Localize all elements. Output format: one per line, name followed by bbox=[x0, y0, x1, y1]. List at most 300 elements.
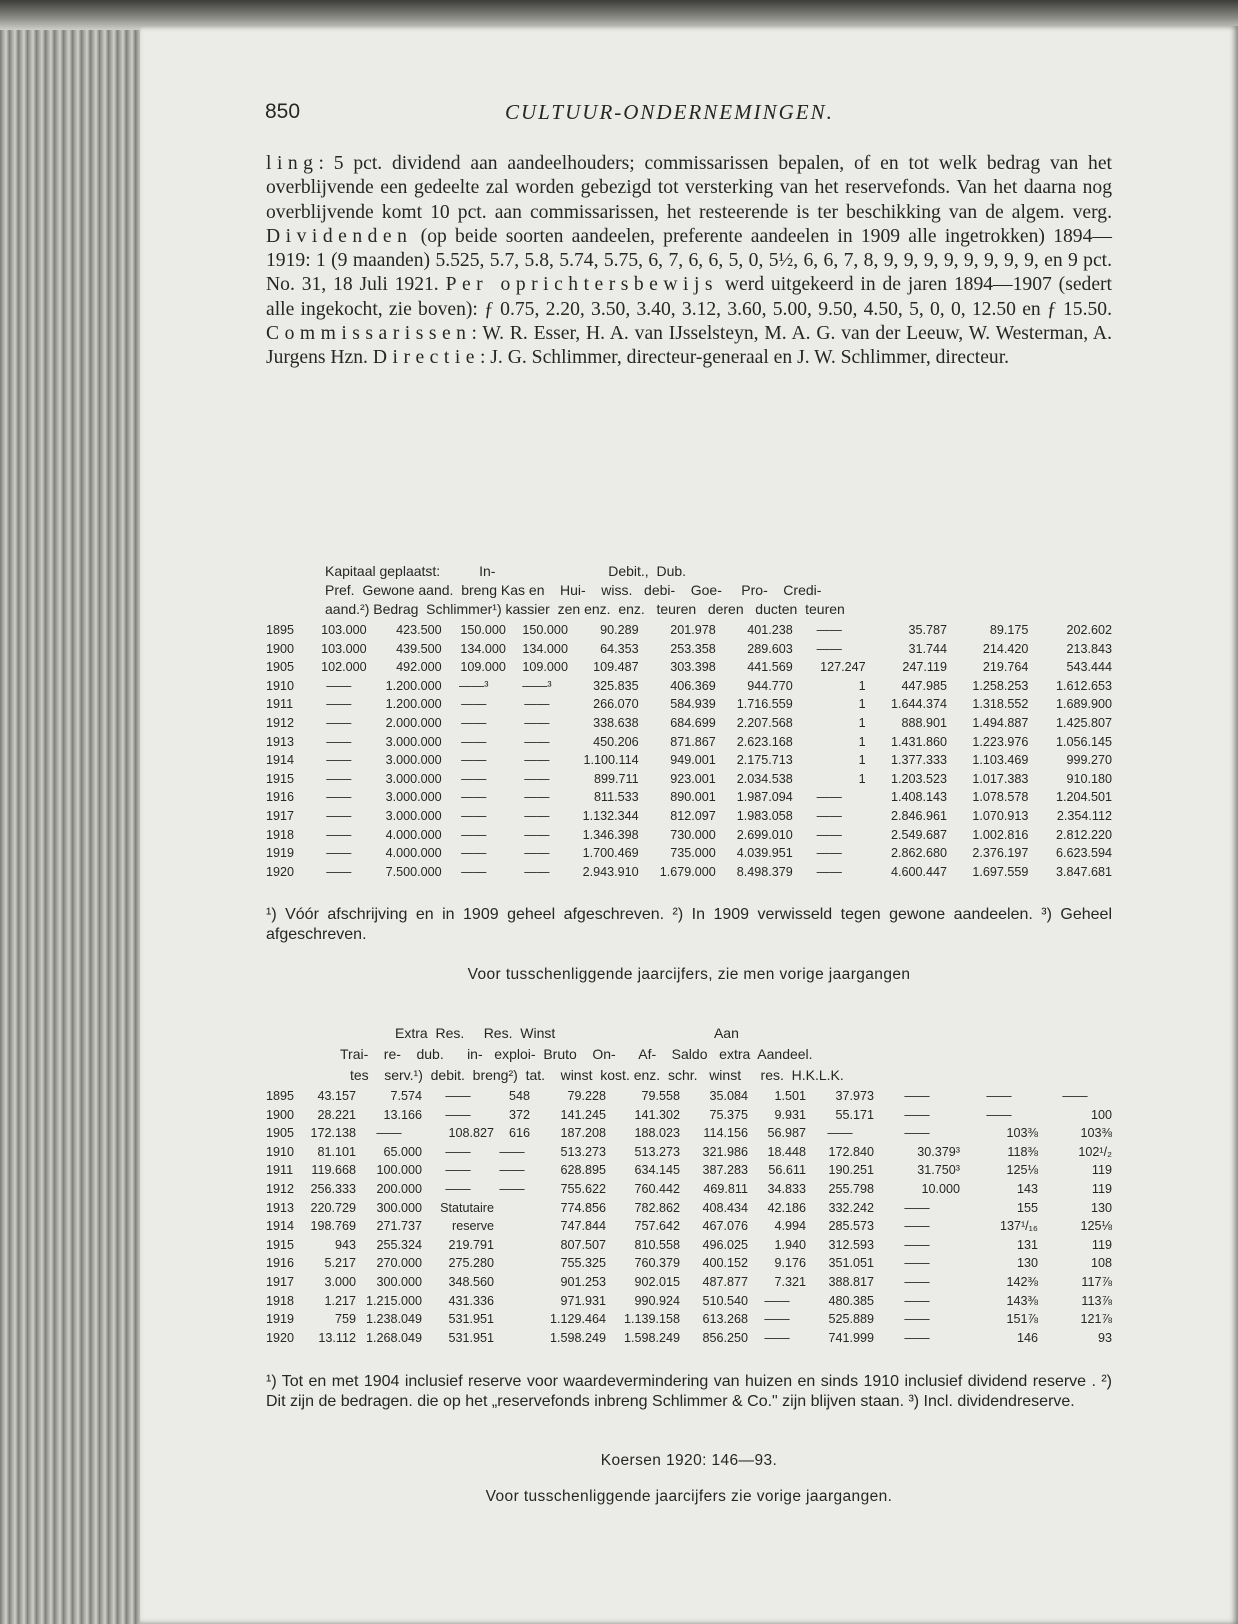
table-cell: 628.895 bbox=[560, 1163, 606, 1178]
table-cell: 810.558 bbox=[634, 1237, 680, 1252]
table-cell: 202.602 bbox=[1066, 623, 1112, 637]
table-cell: 1.203.523 bbox=[890, 771, 947, 786]
table-cell: —— bbox=[326, 678, 352, 693]
table-cell: 902.015 bbox=[634, 1274, 680, 1289]
year-cell: 1917 bbox=[266, 1274, 295, 1289]
table-cell: 35.787 bbox=[908, 623, 947, 637]
table-cell: —— bbox=[904, 1200, 930, 1215]
table-cell: 2.623.168 bbox=[736, 734, 793, 749]
table-cell: 100.000 bbox=[376, 1163, 422, 1178]
table-cell bbox=[494, 1292, 530, 1311]
table-cell: 3.847.681 bbox=[1055, 864, 1112, 879]
table-row bbox=[266, 695, 1112, 714]
table-cell: 2.376.197 bbox=[972, 846, 1029, 861]
table-cell: 200.000 bbox=[376, 1181, 422, 1196]
year-cell: 1913 bbox=[266, 1200, 295, 1215]
table-cell: 1.139.158 bbox=[623, 1312, 680, 1327]
table-cell: 103⅜ bbox=[1080, 1126, 1112, 1141]
table-cell: 2.207.568 bbox=[736, 715, 793, 730]
table-cell: 81.101 bbox=[317, 1144, 356, 1159]
table-cell: —— bbox=[376, 1126, 402, 1141]
table-cell: —— bbox=[904, 1256, 930, 1271]
table-cell: 150.000 bbox=[522, 623, 568, 637]
table-cell: 1.377.333 bbox=[890, 753, 947, 768]
spaced-heading-run: Commissarissen bbox=[266, 323, 472, 345]
table-cell: —— bbox=[816, 827, 842, 842]
table-cell: 13.112 bbox=[318, 1330, 356, 1345]
table-cell: 1.494.887 bbox=[972, 715, 1029, 730]
table-cell: 408.434 bbox=[702, 1200, 748, 1215]
table-cell: 1.070.913 bbox=[972, 808, 1029, 823]
table-cell: —— bbox=[904, 1274, 930, 1289]
table-cell: 255.324 bbox=[376, 1237, 422, 1252]
table-cell: 42.186 bbox=[767, 1200, 806, 1215]
table-row bbox=[266, 1106, 1112, 1125]
table-cell: 134.000 bbox=[522, 641, 568, 656]
table-cell: 18.448 bbox=[767, 1144, 806, 1159]
table-cell: 3.000 bbox=[324, 1274, 356, 1289]
table-cell: 1.697.559 bbox=[972, 864, 1029, 879]
table-cell: 1.346.398 bbox=[582, 827, 639, 842]
table-cell: 266.070 bbox=[593, 697, 639, 712]
table-cell: 113⅞ bbox=[1081, 1293, 1112, 1308]
table-cell: 109.000 bbox=[460, 660, 506, 675]
table-cell: 214.420 bbox=[982, 641, 1029, 656]
table-cell: 28.221 bbox=[317, 1107, 356, 1122]
table-cell: 187.208 bbox=[560, 1126, 606, 1141]
table-cell: 1.132.344 bbox=[582, 808, 639, 823]
table-cell: 811.533 bbox=[594, 790, 639, 805]
table-cell: 303.398 bbox=[670, 660, 716, 675]
table-cell: —— bbox=[904, 1330, 930, 1345]
table-cell: 3.000.000 bbox=[385, 808, 442, 823]
table-cell: 1.318.552 bbox=[972, 697, 1029, 712]
table-cell: 2.175.713 bbox=[736, 753, 793, 768]
table-cell: 102¹/₂ bbox=[1078, 1144, 1112, 1159]
table-cell: 1.103.469 bbox=[972, 753, 1029, 768]
table-cell: 1 bbox=[858, 715, 866, 730]
table-cell: —— bbox=[524, 808, 550, 823]
table-cell: 774.856 bbox=[560, 1200, 606, 1215]
table-cell bbox=[494, 1329, 530, 1348]
table-cell: 321.986 bbox=[702, 1144, 748, 1159]
table-cell: 8.498.379 bbox=[736, 864, 793, 879]
table-cell: 1.258.253 bbox=[972, 678, 1029, 693]
table-cell: 480.385 bbox=[828, 1293, 874, 1308]
table-cell: —— bbox=[986, 1089, 1012, 1103]
table-cell: —— bbox=[326, 808, 352, 823]
table-cell: 1.078.578 bbox=[972, 790, 1029, 805]
year-cell: 1895 bbox=[266, 623, 295, 637]
table-cell: 1.408.143 bbox=[890, 790, 947, 805]
table-cell: 1.100.114 bbox=[583, 753, 639, 768]
table-cell: 469.811 bbox=[703, 1181, 748, 1196]
table-cell: 3.000.000 bbox=[385, 790, 442, 805]
table-cell: 247.119 bbox=[902, 660, 947, 675]
table-cell: 1.598.249 bbox=[623, 1330, 680, 1345]
table-cell: 103⅜ bbox=[1006, 1126, 1038, 1141]
table-cell: 1.200.000 bbox=[385, 697, 442, 712]
table-cell: —— bbox=[764, 1293, 790, 1308]
table-row bbox=[266, 1310, 1112, 1329]
table-cell: 406.369 bbox=[670, 678, 716, 693]
table-cell: 300.000 bbox=[376, 1200, 422, 1215]
table-cell: —— bbox=[524, 846, 550, 861]
table-cell: 125⅛ bbox=[1080, 1219, 1112, 1234]
table-cell: 387.283 bbox=[702, 1163, 748, 1178]
table-cell: 1.598.249 bbox=[549, 1330, 606, 1345]
table-cell: 755.622 bbox=[560, 1181, 606, 1196]
table-cell: 4.994 bbox=[774, 1219, 806, 1234]
table-cell: —— bbox=[326, 715, 352, 730]
table-cell: —— bbox=[524, 734, 550, 749]
table-cell: 285.573 bbox=[828, 1219, 874, 1234]
table-cell: —— bbox=[461, 734, 487, 749]
table-cell: 1.002.816 bbox=[972, 827, 1029, 842]
text-run: : 5 pct. dividend aan aandeelhouders; commissarissen bepalen, of en tot welk bedrag van het overblijvende een gedeelte zal worden gebezigd tot versterking van het reservefonds. Van het daarna nog overblijvende komt 10 pct. aan commissarissen, het resteerende is ter beschikking van de algem. verg. bbox=[266, 153, 1112, 223]
table-row bbox=[266, 807, 1112, 826]
koersen-line: Koersen 1920: 146—93. bbox=[600, 1452, 778, 1469]
table-cell: 492.000 bbox=[396, 660, 442, 675]
table-cell: —— bbox=[326, 771, 352, 786]
table-cell: 103.000 bbox=[321, 641, 367, 656]
table-cell: 198.769 bbox=[310, 1219, 356, 1234]
table-cell: 172.138 bbox=[310, 1126, 356, 1141]
table-cell: 1.431.860 bbox=[890, 734, 947, 749]
table-cell: 999.270 bbox=[1066, 753, 1112, 768]
spaced-heading-run: Directie bbox=[372, 347, 480, 369]
year-cell: 1900 bbox=[266, 1107, 295, 1122]
company-description-paragraph bbox=[266, 152, 1112, 371]
table-cell: 812.097 bbox=[670, 808, 716, 823]
table-cell: 1.700.469 bbox=[582, 846, 639, 861]
table-cell: 79.228 bbox=[567, 1089, 606, 1103]
table-cell: 634.145 bbox=[634, 1163, 680, 1178]
table-cell: 1.017.383 bbox=[972, 771, 1029, 786]
table-cell: 348.560 bbox=[448, 1274, 494, 1289]
table-cell: 543.444 bbox=[1066, 660, 1112, 675]
table-cell: 4.000.000 bbox=[385, 827, 442, 842]
table-cell: 35.084 bbox=[709, 1089, 748, 1103]
table-row bbox=[266, 621, 1112, 640]
table-cell bbox=[494, 1310, 530, 1329]
table-row bbox=[266, 826, 1112, 845]
table-cell: 1.056.145 bbox=[1055, 734, 1112, 749]
table-cell bbox=[494, 1254, 530, 1273]
table-cell: 256.333 bbox=[310, 1181, 356, 1196]
table-cell: —— bbox=[904, 1219, 930, 1234]
table-cell: —— bbox=[816, 846, 842, 861]
table-cell: 401.238 bbox=[747, 623, 793, 637]
year-cell: 1918 bbox=[266, 1293, 295, 1308]
table-cell: 121⅞ bbox=[1080, 1312, 1112, 1327]
table-cell: 6.623.594 bbox=[1055, 846, 1112, 861]
table-cell: 13.166 bbox=[383, 1107, 422, 1122]
table-cell: 923.001 bbox=[670, 771, 716, 786]
table-cell: 990.924 bbox=[634, 1293, 680, 1308]
table1-previous-years-note: Voor tusschenliggende jaarcijfers, zie men vorige jaargangen bbox=[467, 966, 911, 983]
text-run: (op beide soorten aandeelen, preferente aandeelen in 1909 alle ingetrokken) 1894—1919: 1 (9 maanden) 5.525, 5.7, 5.8, 5.74, 5.75, 6, 7, 6, 6, 5, 0, 5½, 6, 6, 7, 8, 9, 9, 9, 9, 9, 9, 9, 9, en 9 pct. No. 31, 18 Juli 1921. bbox=[266, 225, 1112, 296]
table-cell: —— bbox=[461, 827, 487, 842]
table-cell: 1.679.000 bbox=[659, 864, 716, 879]
table-cell: 971.931 bbox=[560, 1293, 606, 1308]
year-cell: 1920 bbox=[266, 1330, 295, 1345]
table-cell: 141.245 bbox=[560, 1107, 606, 1122]
table-cell: —— bbox=[461, 771, 487, 786]
table-cell bbox=[494, 1273, 530, 1292]
table-cell: —— bbox=[445, 1107, 471, 1122]
table-row bbox=[266, 1087, 1112, 1106]
table-cell: 130 bbox=[1090, 1200, 1112, 1215]
table-cell: 75.375 bbox=[709, 1107, 748, 1122]
table-cell: 510.540 bbox=[702, 1293, 748, 1308]
table-cell: reserve bbox=[452, 1219, 494, 1234]
table-row bbox=[266, 863, 1112, 882]
table-cell bbox=[494, 1236, 530, 1255]
table-cell: —— bbox=[904, 1089, 930, 1103]
table-cell: 108 bbox=[1090, 1256, 1112, 1271]
table-cell: 1.983.058 bbox=[736, 808, 793, 823]
table-cell: —— bbox=[524, 827, 550, 842]
table-cell: 910.180 bbox=[1066, 771, 1112, 786]
table-cell: 1.268.049 bbox=[365, 1330, 422, 1345]
table-cell: 7.321 bbox=[774, 1274, 806, 1289]
table-cell: 1.644.374 bbox=[890, 697, 947, 712]
table-cell: 34.833 bbox=[767, 1181, 806, 1196]
table-row bbox=[266, 1143, 1112, 1162]
table-cell: —— bbox=[524, 790, 550, 805]
table-cell: 271.737 bbox=[376, 1219, 422, 1234]
table-cell: 2.549.687 bbox=[890, 827, 947, 842]
table-cell: 56.611 bbox=[768, 1163, 806, 1178]
table-cell: —— bbox=[499, 1163, 525, 1178]
table-cell: —— bbox=[461, 790, 487, 805]
table-cell: 7.500.000 bbox=[385, 864, 442, 879]
year-cell: 1919 bbox=[266, 1312, 295, 1327]
table-cell: 332.242 bbox=[828, 1200, 874, 1215]
table-cell: 4.600.447 bbox=[890, 864, 947, 879]
table-cell: —— bbox=[326, 827, 352, 842]
table-cell: 760.442 bbox=[634, 1181, 680, 1196]
table-cell: 351.051 bbox=[828, 1256, 874, 1271]
table-cell: 7.574 bbox=[390, 1089, 422, 1103]
table-cell: 735.000 bbox=[670, 846, 716, 861]
table-cell: 56.987 bbox=[767, 1126, 806, 1141]
table-cell: 949.001 bbox=[670, 753, 716, 768]
table-cell: 1 bbox=[858, 771, 866, 786]
table2-header-line1: Extra Res. Res. Winst Aan bbox=[395, 1025, 739, 1041]
table-cell: 300.000 bbox=[376, 1274, 422, 1289]
table-cell: 143 bbox=[1016, 1181, 1038, 1196]
table-cell: 253.358 bbox=[670, 641, 716, 656]
table-cell: 584.939 bbox=[670, 697, 716, 712]
year-cell: 1916 bbox=[266, 1256, 295, 1271]
table-cell: 2.812.220 bbox=[1055, 827, 1112, 842]
table-cell: ——³ bbox=[459, 678, 489, 693]
table2-header-line2: Trai- re- dub. in- exploi- Bruto On- Af- Saldo extra Aandeel. bbox=[340, 1046, 813, 1062]
table-cell: 190.251 bbox=[828, 1163, 874, 1178]
table-cell: 1.940 bbox=[774, 1237, 806, 1252]
table-cell: 338.638 bbox=[593, 715, 639, 730]
table-cell: —— bbox=[499, 1181, 525, 1196]
table-cell: 109.487 bbox=[593, 660, 639, 675]
table-cell: 3.000.000 bbox=[385, 771, 442, 786]
table-cell: —— bbox=[524, 771, 550, 786]
table-cell: Statutaire bbox=[440, 1200, 494, 1215]
year-cell: 1914 bbox=[266, 753, 295, 768]
table-cell: 616 bbox=[508, 1126, 530, 1141]
table-cell: —— bbox=[461, 715, 487, 730]
table-cell: 1.612.653 bbox=[1055, 678, 1112, 693]
year-cell: 1918 bbox=[266, 827, 295, 842]
table-cell: 146 bbox=[1016, 1330, 1038, 1345]
spaced-heading-run: Dividenden bbox=[266, 225, 413, 247]
table-cell: —— bbox=[445, 1181, 471, 1196]
table-cell: 1.215.000 bbox=[365, 1293, 422, 1308]
table-cell: 487.877 bbox=[702, 1274, 748, 1289]
table-cell: 118⅜ bbox=[1007, 1144, 1038, 1159]
table-cell: 155 bbox=[1016, 1200, 1038, 1215]
table-cell: —— bbox=[326, 734, 352, 749]
table-cell: 2.000.000 bbox=[385, 715, 442, 730]
spaced-heading-run: Per oprichtersbewijs bbox=[445, 274, 719, 296]
table-cell: —— bbox=[445, 1089, 471, 1103]
table-cell: 119 bbox=[1091, 1163, 1112, 1178]
table-cell: 3.000.000 bbox=[385, 734, 442, 749]
table-cell: —— bbox=[904, 1293, 930, 1308]
table-row bbox=[266, 1236, 1112, 1255]
table-cell: —— bbox=[461, 697, 487, 712]
table-row bbox=[266, 1199, 1112, 1218]
table-cell: 1.200.000 bbox=[385, 678, 442, 693]
table-cell: —— bbox=[461, 753, 487, 768]
text-run: : W. R. Esser, H. A. van IJsselsteyn, M. A. G. van der Leeuw, W. Westerman, A. Jurgens Hzn. bbox=[266, 323, 1112, 369]
table-row bbox=[266, 733, 1112, 752]
table-cell: 117⅞ bbox=[1081, 1274, 1112, 1289]
table-cell: 9.931 bbox=[774, 1107, 806, 1122]
table-cell: —— bbox=[816, 623, 842, 637]
table-cell: 1.425.807 bbox=[1055, 715, 1112, 730]
table1-header-line3: aand.²) Bedrag Schlimmer¹) kassier zen enz. enz. teuren deren ducten teuren bbox=[325, 601, 845, 617]
table-cell: 1.223.976 bbox=[972, 734, 1029, 749]
table-cell: 1 bbox=[858, 753, 866, 768]
table-row bbox=[266, 751, 1112, 770]
table-cell: 1 bbox=[858, 697, 866, 712]
year-cell: 1905 bbox=[266, 1126, 295, 1141]
table-cell bbox=[494, 1217, 530, 1236]
table-cell: 102.000 bbox=[321, 660, 367, 675]
table-cell: 142⅜ bbox=[1006, 1274, 1038, 1289]
table-cell: 1.716.559 bbox=[736, 697, 793, 712]
table-cell: 119.668 bbox=[311, 1163, 356, 1178]
table-row bbox=[266, 1273, 1112, 1292]
table-cell: 747.844 bbox=[560, 1219, 606, 1234]
year-cell: 1915 bbox=[266, 771, 295, 786]
table-row bbox=[266, 788, 1112, 807]
table-cell: 43.157 bbox=[317, 1089, 356, 1103]
table-cell: 1.238.049 bbox=[365, 1312, 422, 1327]
table-cell: 137¹/₁₆ bbox=[999, 1219, 1038, 1234]
table-cell: 782.862 bbox=[634, 1200, 680, 1215]
table-cell: 151⅞ bbox=[1006, 1312, 1038, 1327]
table-cell: 3.000.000 bbox=[385, 753, 442, 768]
table-cell: 888.901 bbox=[901, 715, 947, 730]
table-cell: 431.336 bbox=[448, 1293, 494, 1308]
table-cell: 441.569 bbox=[747, 660, 793, 675]
table-cell: 37.973 bbox=[835, 1089, 874, 1103]
table-cell: 1.501 bbox=[774, 1089, 806, 1103]
table-cell: —— bbox=[326, 846, 352, 861]
table-row bbox=[266, 770, 1112, 789]
table-cell: 188.023 bbox=[634, 1126, 680, 1141]
table-cell: —— bbox=[499, 1144, 525, 1159]
table-cell: 119 bbox=[1091, 1181, 1112, 1196]
profit-loss-table bbox=[266, 1087, 1112, 1347]
table-cell: 143⅜ bbox=[1006, 1293, 1038, 1308]
table-cell: 2.862.680 bbox=[890, 846, 947, 861]
table-cell: 755.325 bbox=[560, 1256, 606, 1271]
table-cell: 1.689.900 bbox=[1055, 697, 1112, 712]
table-cell bbox=[494, 1199, 530, 1218]
table-cell: —— bbox=[1062, 1089, 1088, 1103]
table-cell: —— bbox=[326, 753, 352, 768]
text-run: : J. G. Schlimmer, directeur-generaal en J. W. Schlimmer, directeur. bbox=[479, 347, 1010, 369]
table-cell: 9.176 bbox=[774, 1256, 806, 1271]
table-cell: 289.603 bbox=[747, 641, 793, 656]
year-cell: 1905 bbox=[266, 660, 295, 675]
table-cell: 4.039.951 bbox=[736, 846, 793, 861]
table-cell: 372 bbox=[508, 1107, 530, 1122]
table-cell: 856.250 bbox=[702, 1330, 748, 1345]
table-cell: —— bbox=[524, 697, 550, 712]
table-cell: 114.156 bbox=[703, 1126, 748, 1141]
table-cell: 141.302 bbox=[634, 1107, 680, 1122]
table-cell: 1.204.501 bbox=[1055, 790, 1112, 805]
table-cell: 525.889 bbox=[828, 1312, 874, 1327]
table-cell: 270.000 bbox=[376, 1256, 422, 1271]
table-cell: 439.500 bbox=[396, 641, 442, 656]
table-cell: 127.247 bbox=[820, 660, 866, 675]
table-cell: —— bbox=[764, 1330, 790, 1345]
table-row bbox=[266, 677, 1112, 696]
table-row bbox=[266, 1254, 1112, 1273]
table2-previous-years-note: Voor tusschenliggende jaarcijfers zie vorige jaargangen. bbox=[485, 1488, 893, 1505]
year-cell: 1910 bbox=[266, 678, 295, 693]
table-cell: 220.729 bbox=[310, 1200, 356, 1215]
table-cell: —— bbox=[445, 1163, 471, 1178]
table-cell: 531.951 bbox=[448, 1312, 494, 1327]
table-cell: —— bbox=[524, 753, 550, 768]
table1-header-line1: Kapitaal geplaatst: In- Debit., Dub. bbox=[325, 563, 687, 579]
table-cell: 890.001 bbox=[670, 790, 716, 805]
table-cell: 388.817 bbox=[828, 1274, 874, 1289]
table-cell: 134.000 bbox=[460, 641, 506, 656]
table-cell: 943 bbox=[334, 1237, 356, 1252]
table-row bbox=[266, 1161, 1112, 1180]
table-cell: 4.000.000 bbox=[385, 846, 442, 861]
table-cell: 131 bbox=[1016, 1237, 1038, 1252]
year-cell: 1914 bbox=[266, 1219, 295, 1234]
table-cell: 496.025 bbox=[702, 1237, 748, 1252]
table-cell: 760.379 bbox=[634, 1256, 680, 1271]
table-cell: 513.273 bbox=[560, 1144, 606, 1159]
table-cell: 55.171 bbox=[835, 1107, 874, 1122]
table-cell: —— bbox=[904, 1126, 930, 1141]
table-cell: —— bbox=[764, 1312, 790, 1327]
text-run: werd uitgekeerd in de jaren 1894—1907 (sedert alle ingekocht, zie boven): ƒ 0.75, 2.20, 3.50, 3.40, 3.12, 3.60, 5.00, 9.50, 4.50, 5, 0, 0, 12.50 en ƒ 15.50. bbox=[266, 274, 1112, 320]
table-cell: 10.000 bbox=[921, 1181, 960, 1196]
table-cell: 450.206 bbox=[593, 734, 639, 749]
